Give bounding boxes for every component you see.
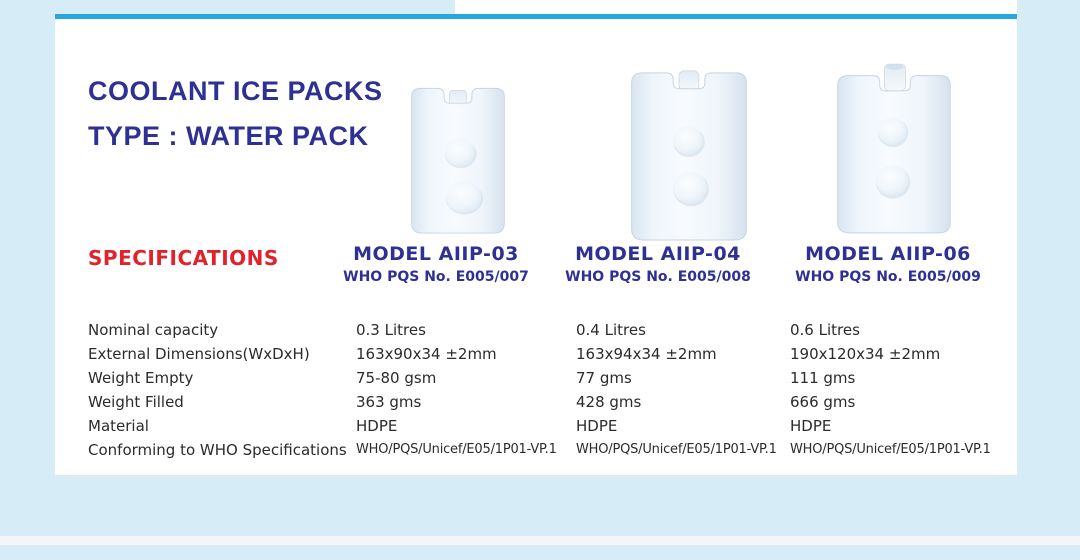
top-edge-strip <box>455 0 1017 14</box>
content-card <box>55 14 1017 475</box>
spec-value: WHO/PQS/Unicef/E05/1P01-VP.1 <box>790 442 991 457</box>
page-title <box>88 69 383 159</box>
spec-value: HDPE <box>576 417 618 435</box>
spec-value: 363 gms <box>356 393 422 411</box>
spec-row-label: Conforming to WHO Specifications <box>88 441 347 459</box>
spec-value: 163x90x34 ±2mm <box>356 345 497 363</box>
spec-value: 111 gms <box>790 369 856 387</box>
model-name: MODEL AIIP-03 <box>353 243 519 265</box>
spec-value: 666 gms <box>790 393 856 411</box>
spec-value: 190x120x34 ±2mm <box>790 345 941 363</box>
spec-row-label: External Dimensions(WxDxH) <box>88 345 310 363</box>
spec-value: 0.4 Litres <box>576 321 646 339</box>
model-name: MODEL AIIP-06 <box>805 243 971 265</box>
who-pqs-number: WHO PQS No. E005/009 <box>795 269 981 285</box>
page-title-line1: COOLANT ICE PACKS <box>88 76 383 106</box>
model-header-aiip-03 <box>321 243 551 285</box>
model-name: MODEL AIIP-04 <box>575 243 741 265</box>
ice-pack-aiip-06-image <box>833 59 955 239</box>
spec-value: 428 gms <box>576 393 642 411</box>
spec-value: WHO/PQS/Unicef/E05/1P01-VP.1 <box>356 442 557 457</box>
ice-pack-aiip-04-image <box>625 63 753 243</box>
spec-value: HDPE <box>790 417 832 435</box>
spec-row-label: Nominal capacity <box>88 321 219 339</box>
who-pqs-number: WHO PQS No. E005/007 <box>343 269 529 285</box>
who-pqs-number: WHO PQS No. E005/008 <box>565 269 751 285</box>
spec-value: HDPE <box>356 417 398 435</box>
spec-value: 75-80 gsm <box>356 369 437 387</box>
spec-row-label: Weight Empty <box>88 369 194 387</box>
spec-value: 0.3 Litres <box>356 321 426 339</box>
spec-value: WHO/PQS/Unicef/E05/1P01-VP.1 <box>576 442 777 457</box>
spec-value: 77 gms <box>576 369 632 387</box>
specifications-heading: SPECIFICATIONS <box>88 246 279 270</box>
spec-row-label: Weight Filled <box>88 393 184 411</box>
spec-value: 163x94x34 ±2mm <box>576 345 717 363</box>
model-header-aiip-06 <box>773 243 1003 285</box>
page-title-line2: TYPE : WATER PACK <box>88 121 369 151</box>
spec-value: 0.6 Litres <box>790 321 860 339</box>
spec-row-label: Material <box>88 417 149 435</box>
model-header-aiip-04 <box>543 243 773 285</box>
bottom-edge-strip <box>0 536 1080 545</box>
ice-pack-aiip-03-image <box>407 77 509 237</box>
